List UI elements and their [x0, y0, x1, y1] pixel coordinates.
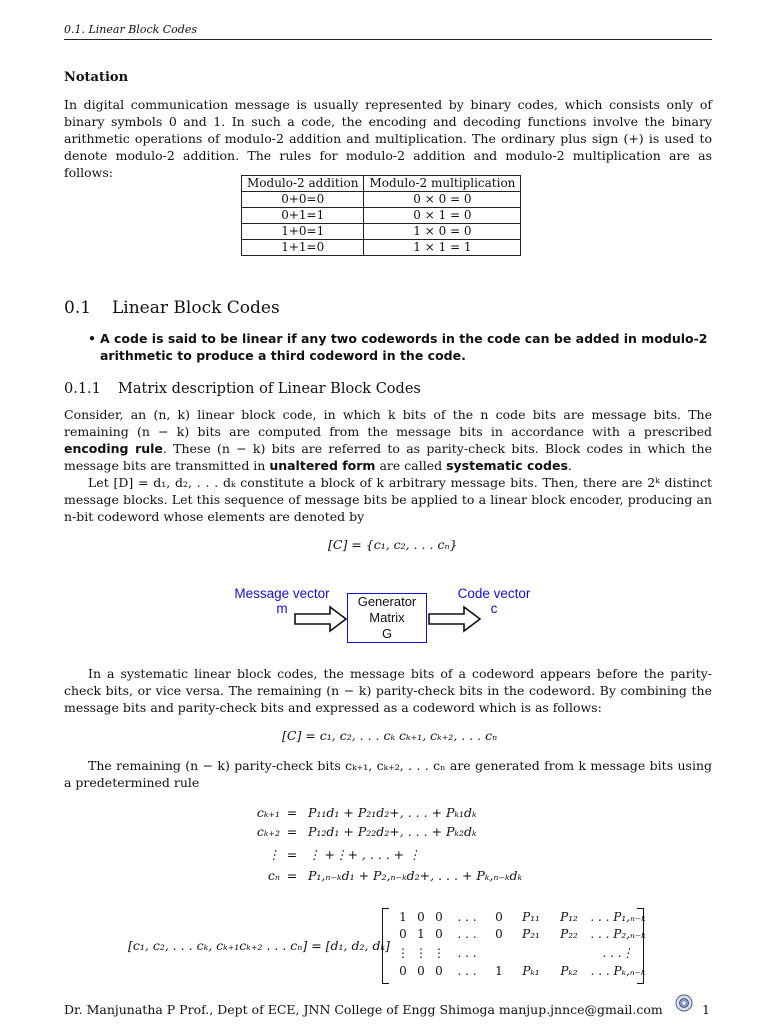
code-vector-label: [450, 586, 538, 616]
table-cell: 0 × 1 = 0: [364, 208, 521, 224]
body-paragraph-2: [64, 406, 712, 525]
matrix-cell: . . . P₂,ₙ₋ₖ: [590, 927, 646, 941]
matrix-cell: 0: [399, 927, 407, 941]
section-number: 0.1: [64, 298, 92, 318]
matrix-cell: 1: [495, 964, 503, 978]
subsection-heading: [64, 381, 421, 397]
matrix-row: [394, 910, 648, 924]
matrix-cell: 0: [435, 910, 443, 924]
college-seal-icon: [675, 994, 693, 1012]
bullet-text: A code is said to be linear if any two codewords in the code can be added in modulo-2 arithmetic to produce a third codeword in the code.: [100, 331, 708, 363]
matrix-cell: . . . Pₖ,ₙ₋ₖ: [590, 964, 646, 978]
matrix-row: [394, 946, 648, 960]
table-cell: 0+0=0: [242, 192, 364, 208]
bullet-icon: •: [88, 331, 96, 346]
section-heading: [64, 298, 280, 318]
matrix-cell: 1: [417, 927, 425, 941]
matrix-cell: ⋮: [433, 946, 445, 960]
codeword-equation: [C] = {c₁, c₂, . . . cₙ}: [328, 537, 458, 552]
table-cell: 1 × 0 = 0: [364, 224, 521, 240]
bold-term-systematic-codes: systematic codes: [446, 458, 568, 473]
matrix-cell: 0: [495, 927, 503, 941]
input-arrow-icon: [294, 605, 348, 633]
table-header-row: [242, 176, 521, 192]
matrix-cell: . . .: [457, 964, 477, 978]
body-paragraph-4: The remaining (n − k) parity-check bits cₖ₊₁, cₖ₊₂, . . . cₙ are generated from k message bits using a predetermined rule: [64, 758, 712, 790]
box-line: G: [381, 626, 393, 641]
matrix-cell: P₂₂: [560, 927, 578, 941]
matrix-cell: P₂₁: [522, 927, 540, 941]
table-row: [242, 192, 521, 208]
matrix-row: [394, 927, 648, 941]
matrix-cell: ⋮: [415, 946, 427, 960]
table-header: Modulo-2 addition: [242, 176, 364, 192]
bold-term-unaltered-form: unaltered form: [269, 458, 376, 473]
matrix-cell: 0: [399, 964, 407, 978]
matrix-cell: Pₖ₁: [522, 964, 540, 978]
notation-paragraph: In digital communication message is usually represented by binary codes, which consists only of binary symbols 0 and 1. In such a code, the encoding and decoding functions involve the binary arithmetic operations of modulo-2 addition and multiplication. The ordinary plus sign (+) is used to denote modulo-2 addition. The rules for modulo-2 addition and modulo-2 multiplication are as follows:: [64, 97, 712, 180]
equation-lhs: cₙ: [267, 868, 280, 883]
equation-rhs: P₁₂d₁ + P₂₂d₂+, . . . + Pₖ₂dₖ: [308, 824, 477, 839]
table-header: Modulo-2 multiplication: [364, 176, 521, 192]
notation-heading: Notation: [64, 70, 129, 85]
equation-lhs: ⋮: [267, 847, 280, 862]
matrix-cell: 0: [435, 964, 443, 978]
equation-rhs: P₁₁d₁ + P₂₁d₂+, . . . + Pₖ₁dₖ: [308, 805, 477, 820]
text-run: are called: [375, 458, 447, 473]
footer-text: Dr. Manjunatha P Prof., Dept of ECE, JNN College of Engg Shimoga manjup.jnnce@gmail.com: [64, 1002, 663, 1017]
table-row: [242, 224, 521, 240]
section-title: Linear Block Codes: [112, 298, 280, 318]
subsection-number: 0.1.1: [64, 381, 101, 397]
body-paragraph-3: In a systematic linear block codes, the message bits of a codeword appears before the parity-check bits, or vice versa. The remaining (n − k) parity-check bits in the codeword. By combining the message bits and parity-check bits and expressed as a codeword which is as follows:: [64, 666, 712, 715]
matrix-cell: P₁₁: [522, 910, 540, 924]
equation-equals: =: [286, 805, 298, 820]
text-run: Let [D] = d₁, d₂, . . . dₖ constitute a block of k arbitrary message bits. Then, there are 2ᵏ distinct message blocks. Let this sequence of message bits be applied to a linear block encoder, producing an n-bit codeword whose elements are denoted by: [64, 475, 712, 524]
equation-equals: =: [286, 824, 298, 839]
equation-lhs: cₖ₊₂: [256, 824, 280, 839]
matrix-cell: . . .: [457, 946, 477, 960]
matrix-cell: 0: [417, 910, 425, 924]
matrix-cell: . . .: [457, 927, 477, 941]
matrix-row: [394, 964, 648, 978]
matrix-equation-lhs: [c₁, c₂, . . . cₖ, cₖ₊₁cₖ₊₂ . . . cₙ] = [d₁, d₂, dₖ]: [128, 938, 390, 953]
page-number: 1: [702, 1002, 710, 1017]
bold-term-encoding-rule: encoding rule: [64, 441, 163, 456]
table-row: [242, 208, 521, 224]
matrix-cell: Pₖ₂: [560, 964, 578, 978]
subsection-title: Matrix description of Linear Block Codes: [118, 381, 421, 397]
text-run: .: [567, 458, 572, 473]
equation-rhs: ⋮ +⋮+ , . . . + ⋮: [308, 847, 421, 862]
label-line: c: [490, 601, 498, 616]
running-header: 0.1. Linear Block Codes: [64, 23, 197, 36]
systematic-codeword-equation: [C] = c₁, c₂, . . . cₖ cₖ₊₁, cₖ₊₂, . . . cₙ: [282, 728, 498, 743]
matrix-cell: ⋮: [397, 946, 409, 960]
matrix-cell: 0: [417, 964, 425, 978]
matrix-cell: . . .⋮: [602, 946, 634, 960]
matrix-cell: 1: [399, 910, 407, 924]
table-cell: 1+0=1: [242, 224, 364, 240]
generator-matrix: [382, 908, 644, 984]
equation-equals: =: [286, 847, 298, 862]
generator-matrix-box: [347, 593, 427, 643]
modulo2-table: [241, 175, 521, 256]
bullet-item: [88, 330, 716, 364]
table-cell: 1 × 1 = 1: [364, 240, 521, 256]
text-run: Consider, an (n, k) linear block code, in which k bits of the n code bits are message bits. The remaining (n − k) bits are computed from the message bits in accordance with a prescribed: [64, 407, 712, 439]
left-bracket: [382, 908, 389, 984]
equation-rhs: P₁,ₙ₋ₖd₁ + P₂,ₙ₋ₖd₂+, . . . + Pₖ,ₙ₋ₖdₖ: [308, 868, 523, 883]
header-rule: [64, 39, 712, 40]
matrix-cell: 0: [435, 927, 443, 941]
equation-lhs: cₖ₊₁: [256, 805, 280, 820]
box-line: Generator: [357, 594, 417, 609]
table-cell: 0 × 0 = 0: [364, 192, 521, 208]
matrix-cell: 0: [495, 910, 503, 924]
equation-equals: =: [286, 868, 298, 883]
label-line: m: [276, 601, 288, 616]
matrix-cell: . . . P₁,ₙ₋ₖ: [590, 910, 646, 924]
table-cell: 0+1=1: [242, 208, 364, 224]
matrix-cell: . . .: [457, 910, 477, 924]
table-cell: 1+1=0: [242, 240, 364, 256]
table-row: [242, 240, 521, 256]
label-line: Code vector: [457, 586, 531, 601]
text-run: . These (n − k) bits are referred to as parity-check bits. Block codes in which the message bits are transmitted in: [64, 441, 712, 473]
label-line: Message vector: [234, 586, 330, 601]
box-line: Matrix: [369, 610, 405, 625]
matrix-cell: P₁₂: [560, 910, 578, 924]
